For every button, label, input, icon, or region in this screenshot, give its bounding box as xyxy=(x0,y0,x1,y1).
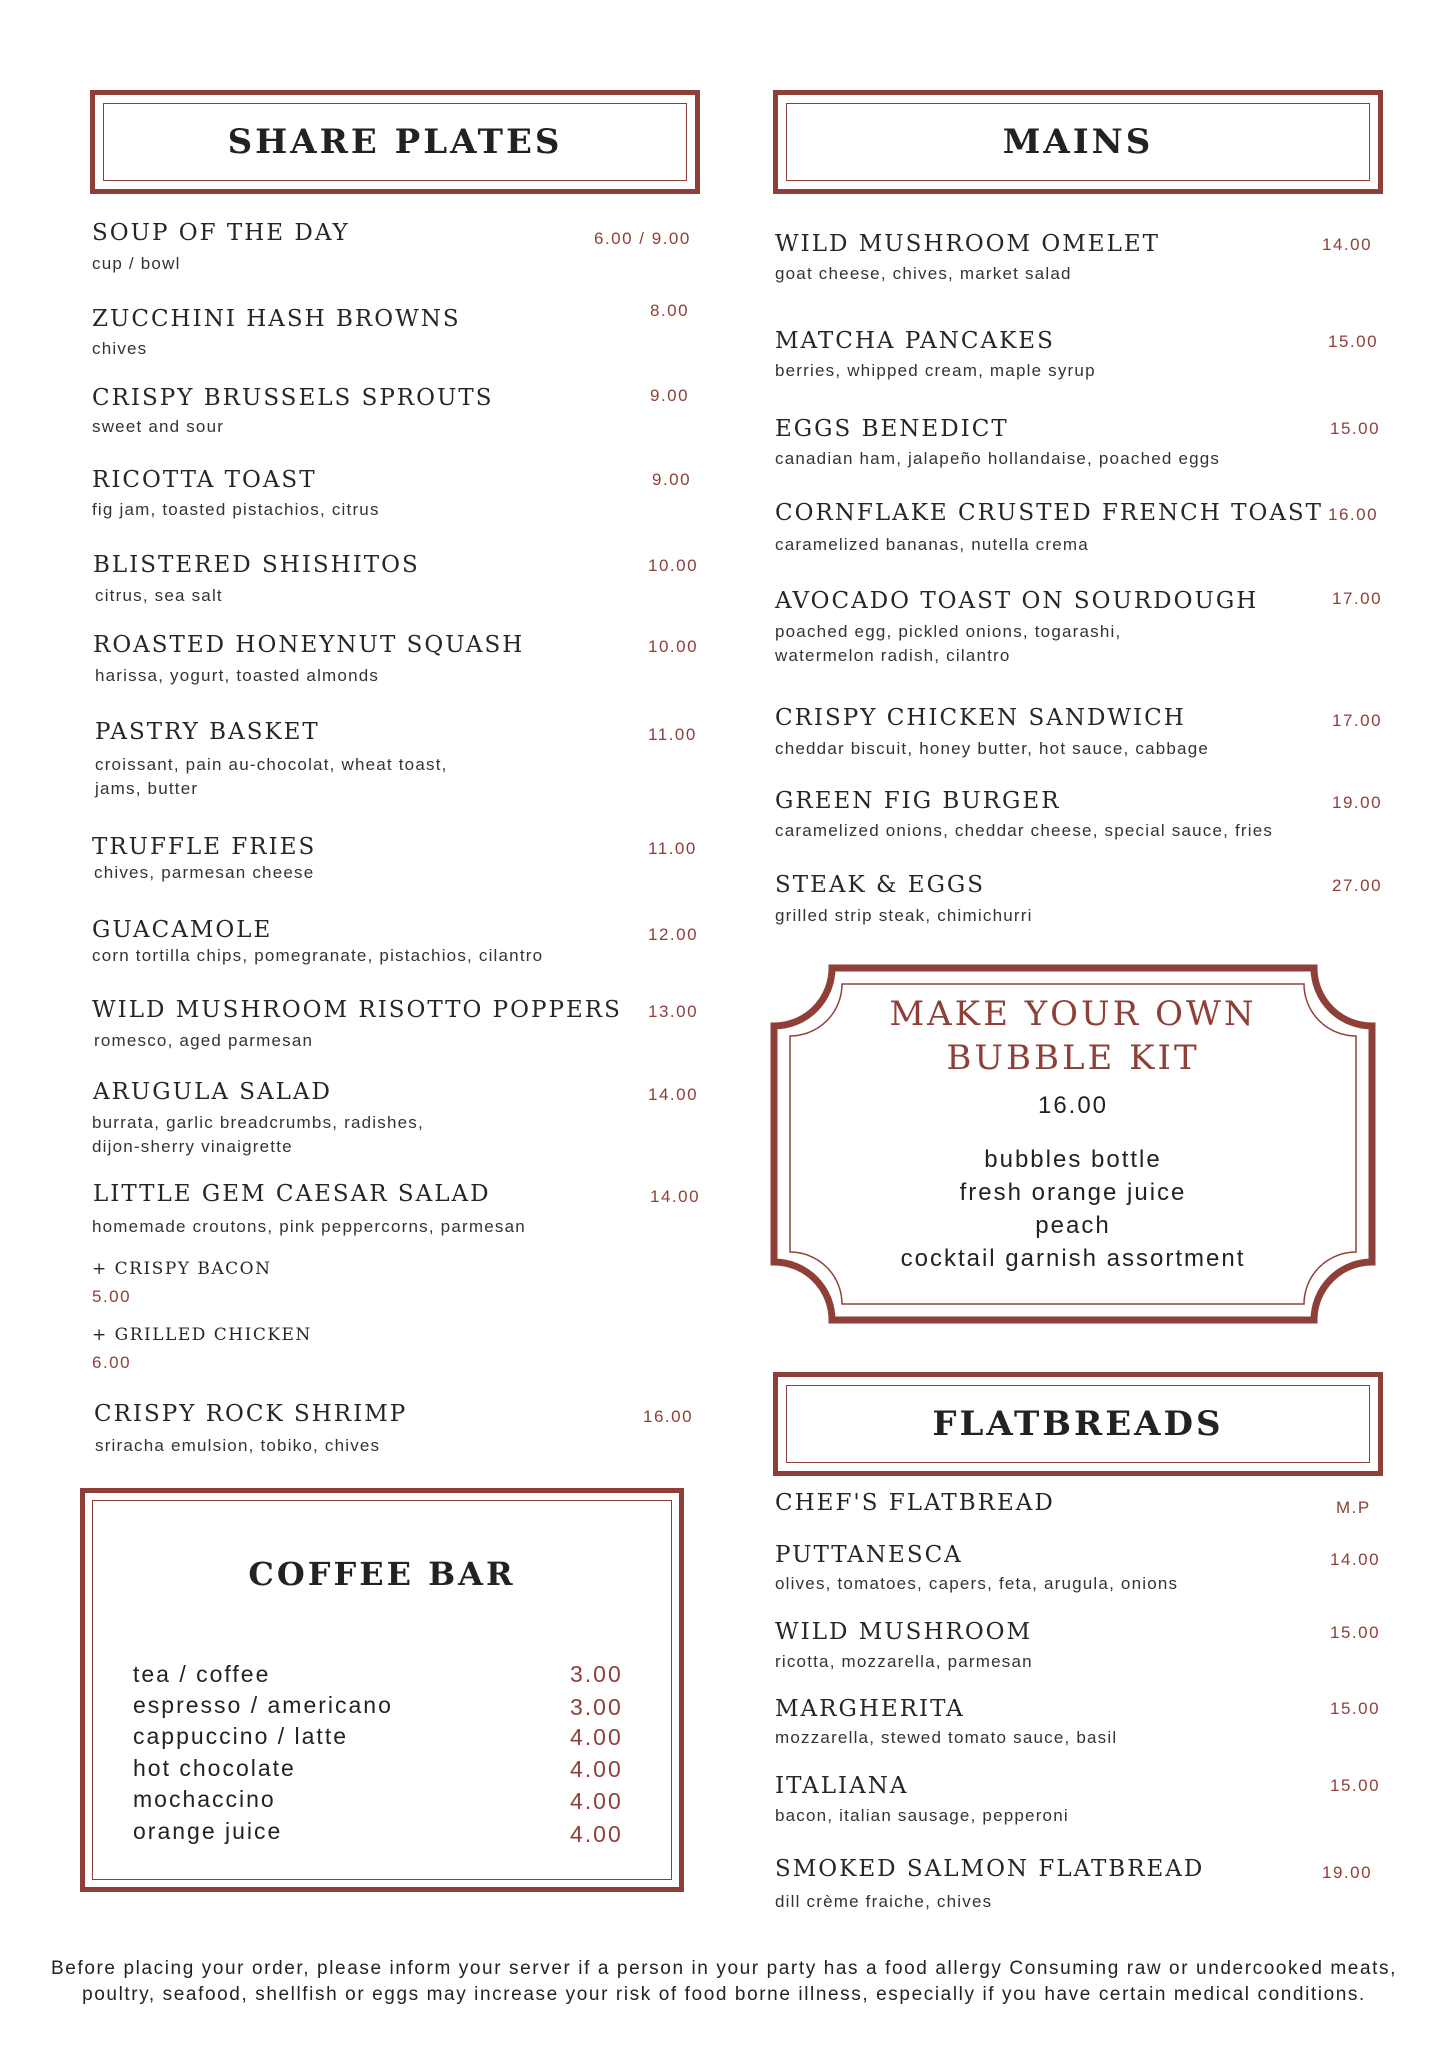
coffee-item-name: cappuccino / latte xyxy=(133,1723,349,1749)
menu-item-price: 16.00 xyxy=(1328,505,1379,524)
menu-item-name: WILD MUSHROOM RISOTTO POPPERS xyxy=(92,997,622,1023)
menu-item-description: canadian ham, jalapeño hollandaise, poached eggs xyxy=(775,449,1221,468)
menu-item-name: CHEF'S FLATBREAD xyxy=(775,1490,1055,1516)
menu-item-price: 15.00 xyxy=(1330,419,1381,438)
menu-item-name: AVOCADO TOAST ON SOURDOUGH xyxy=(775,588,1259,614)
menu-item-price: 9.00 xyxy=(652,470,692,489)
menu-item-name: ZUCCHINI HASH BROWNS xyxy=(92,306,461,332)
menu-item-description-line2: jams, butter xyxy=(95,779,199,798)
menu-item-name: CRISPY CHICKEN SANDWICH xyxy=(775,705,1186,731)
coffee-item-price: 3.00 xyxy=(570,1661,623,1687)
coffee-bar-panel xyxy=(80,1488,684,1892)
coffee-item-price: 4.00 xyxy=(570,1821,623,1847)
menu-item-name: CORNFLAKE CRUSTED FRENCH TOAST xyxy=(775,500,1324,526)
menu-item-description-line2: dijon-sherry vinaigrette xyxy=(92,1137,293,1156)
menu-item-name: WILD MUSHROOM xyxy=(775,1619,1033,1645)
allergy-notice-line1: Before placing your order, please inform your server if a person in your party has a food allergy Consuming raw or undercooked meats, xyxy=(51,1958,1397,1979)
menu-item-price: 14.00 xyxy=(650,1187,701,1206)
menu-item-price: 13.00 xyxy=(648,1002,699,1021)
menu-item-description: chives, parmesan cheese xyxy=(94,863,315,882)
menu-item-price: 27.00 xyxy=(1332,876,1383,895)
addon-chicken-price: 6.00 xyxy=(92,1353,132,1372)
coffee-bar-title: COFFEE BAR xyxy=(248,1555,516,1593)
menu-item-price: 17.00 xyxy=(1332,711,1383,730)
menu-item-price: 15.00 xyxy=(1330,1699,1381,1718)
menu-item-description: burrata, garlic breadcrumbs, radishes, xyxy=(92,1113,424,1132)
menu-item-description: romesco, aged parmesan xyxy=(94,1031,314,1050)
menu-item-description: bacon, italian sausage, pepperoni xyxy=(775,1806,1069,1825)
menu-item-name: WILD MUSHROOM OMELET xyxy=(775,231,1160,257)
menu-item-description: corn tortilla chips, pomegranate, pistachios, cilantro xyxy=(92,946,544,965)
coffee-item-price: 4.00 xyxy=(570,1788,623,1814)
menu-item-name: GREEN FIG BURGER xyxy=(775,788,1061,814)
menu-item-description: croissant, pain au-chocolat, wheat toast, xyxy=(95,755,448,774)
menu-item-price: 10.00 xyxy=(648,556,699,575)
menu-item-description: olives, tomatoes, capers, feta, arugula, onions xyxy=(775,1574,1179,1593)
coffee-item-name: mochaccino xyxy=(133,1786,276,1812)
menu-item-price: 15.00 xyxy=(1330,1776,1381,1795)
menu-item-name: GUACAMOLE xyxy=(92,917,273,943)
coffee-item-price: 4.00 xyxy=(570,1756,623,1782)
coffee-item-price: 4.00 xyxy=(570,1724,623,1750)
coffee-item-name: orange juice xyxy=(133,1818,283,1844)
menu-item-name: CRISPY ROCK SHRIMP xyxy=(94,1401,408,1427)
menu-item-description: mozzarella, stewed tomato sauce, basil xyxy=(775,1728,1118,1747)
menu-item-price: 17.00 xyxy=(1332,589,1383,608)
menu-item-description: fig jam, toasted pistachios, citrus xyxy=(92,500,380,519)
coffee-item-name: hot chocolate xyxy=(133,1755,296,1781)
menu-item-description: caramelized bananas, nutella crema xyxy=(775,535,1089,554)
addon-chicken-label: + GRILLED CHICKEN xyxy=(92,1325,312,1345)
menu-item-price: 19.00 xyxy=(1322,1863,1373,1882)
menu-item-description: dill crème fraiche, chives xyxy=(775,1892,993,1911)
menu-item-price: M.P xyxy=(1336,1498,1371,1517)
addon-bacon-price: 5.00 xyxy=(92,1287,132,1306)
menu-item-description: cup / bowl xyxy=(92,254,181,273)
bubble-kit-item: cocktail garnish assortment xyxy=(900,1245,1246,1272)
menu-item-name: BLISTERED SHISHITOS xyxy=(93,552,420,578)
menu-item-price: 9.00 xyxy=(650,386,690,405)
menu-item-description: cheddar biscuit, honey butter, hot sauce, cabbage xyxy=(775,739,1210,758)
menu-item-name: RICOTTA TOAST xyxy=(92,467,317,493)
coffee-item-name: espresso / americano xyxy=(133,1692,393,1718)
menu-item-name: MATCHA PANCAKES xyxy=(775,328,1055,354)
menu-item-description-line2: watermelon radish, cilantro xyxy=(775,646,1011,665)
menu-item-price: 19.00 xyxy=(1332,793,1383,812)
menu-item-price: 12.00 xyxy=(648,925,699,944)
menu-item-name: PASTRY BASKET xyxy=(95,719,320,745)
flatbreads-title: FLATBREADS xyxy=(932,1404,1224,1444)
menu-item-description: poached egg, pickled onions, togarashi, xyxy=(775,622,1122,641)
menu-item-description: citrus, sea salt xyxy=(95,586,223,605)
flatbreads-header xyxy=(773,1372,1383,1476)
menu-item-description: berries, whipped cream, maple syrup xyxy=(775,361,1096,380)
menu-item-name: EGGS BENEDICT xyxy=(775,416,1009,442)
menu-item-price: 6.00 / 9.00 xyxy=(594,229,691,248)
bubble-kit-panel xyxy=(770,964,1376,1324)
menu-item-price: 16.00 xyxy=(643,1407,694,1426)
menu-item-price: 14.00 xyxy=(648,1085,699,1104)
menu-item-price: 14.00 xyxy=(1322,235,1373,254)
bubble-kit-item: peach xyxy=(1035,1212,1111,1239)
menu-item-name: ARUGULA SALAD xyxy=(93,1079,332,1105)
menu-item-description: chives xyxy=(92,339,148,358)
share-plates-header xyxy=(90,90,700,194)
addon-bacon-label: + CRISPY BACON xyxy=(92,1259,272,1279)
menu-item-name: ROASTED HONEYNUT SQUASH xyxy=(93,632,525,658)
menu-item-name: PUTTANESCA xyxy=(775,1542,963,1568)
menu-item-name: CRISPY BRUSSELS SPROUTS xyxy=(92,385,494,411)
menu-item-price: 15.00 xyxy=(1330,1623,1381,1642)
menu-item-name: TRUFFLE FRIES xyxy=(92,834,317,860)
menu-item-description: homemade croutons, pink peppercorns, parmesan xyxy=(92,1217,526,1236)
menu-item-price: 10.00 xyxy=(648,637,699,656)
allergy-notice-line2: poultry, seafood, shellfish or eggs may increase your risk of food borne illness, especially if you have certain medical conditions. xyxy=(82,1984,1366,2005)
menu-item-price: 8.00 xyxy=(650,301,690,320)
menu-item-description: caramelized onions, cheddar cheese, special sauce, fries xyxy=(775,821,1274,840)
menu-item-name: SMOKED SALMON FLATBREAD xyxy=(775,1856,1205,1882)
share-plates-title: SHARE PLATES xyxy=(227,122,563,162)
menu-item-price: 11.00 xyxy=(648,839,697,858)
bubble-kit-item: fresh orange juice xyxy=(959,1179,1187,1206)
menu-item-description: goat cheese, chives, market salad xyxy=(775,264,1072,283)
menu-item-price: 11.00 xyxy=(648,725,697,744)
menu-item-description: sweet and sour xyxy=(92,417,225,436)
coffee-item-price: 3.00 xyxy=(570,1694,623,1720)
mains-title: MAINS xyxy=(1002,122,1154,162)
bubble-kit-item: bubbles bottle xyxy=(984,1146,1162,1173)
menu-item-description: sriracha emulsion, tobiko, chives xyxy=(95,1436,381,1455)
mains-header xyxy=(773,90,1383,194)
bubble-kit-price: 16.00 xyxy=(1037,1092,1109,1119)
menu-item-price: 14.00 xyxy=(1330,1550,1381,1569)
menu-item-name: MARGHERITA xyxy=(775,1696,965,1722)
menu-item-price: 15.00 xyxy=(1328,332,1379,351)
menu-item-description: grilled strip steak, chimichurri xyxy=(775,906,1033,925)
menu-item-name: ITALIANA xyxy=(775,1773,909,1799)
menu-item-name: LITTLE GEM CAESAR SALAD xyxy=(93,1181,491,1207)
menu-item-name: SOUP OF THE DAY xyxy=(92,220,350,246)
menu-item-description: harissa, yogurt, toasted almonds xyxy=(95,666,380,685)
bubble-kit-title-line1: MAKE YOUR OWN xyxy=(889,994,1257,1034)
menu-item-description: ricotta, mozzarella, parmesan xyxy=(775,1652,1033,1671)
coffee-item-name: tea / coffee xyxy=(133,1661,271,1687)
menu-item-name: STEAK & EGGS xyxy=(775,872,986,898)
bubble-kit-title-line2: BUBBLE KIT xyxy=(946,1038,1200,1078)
